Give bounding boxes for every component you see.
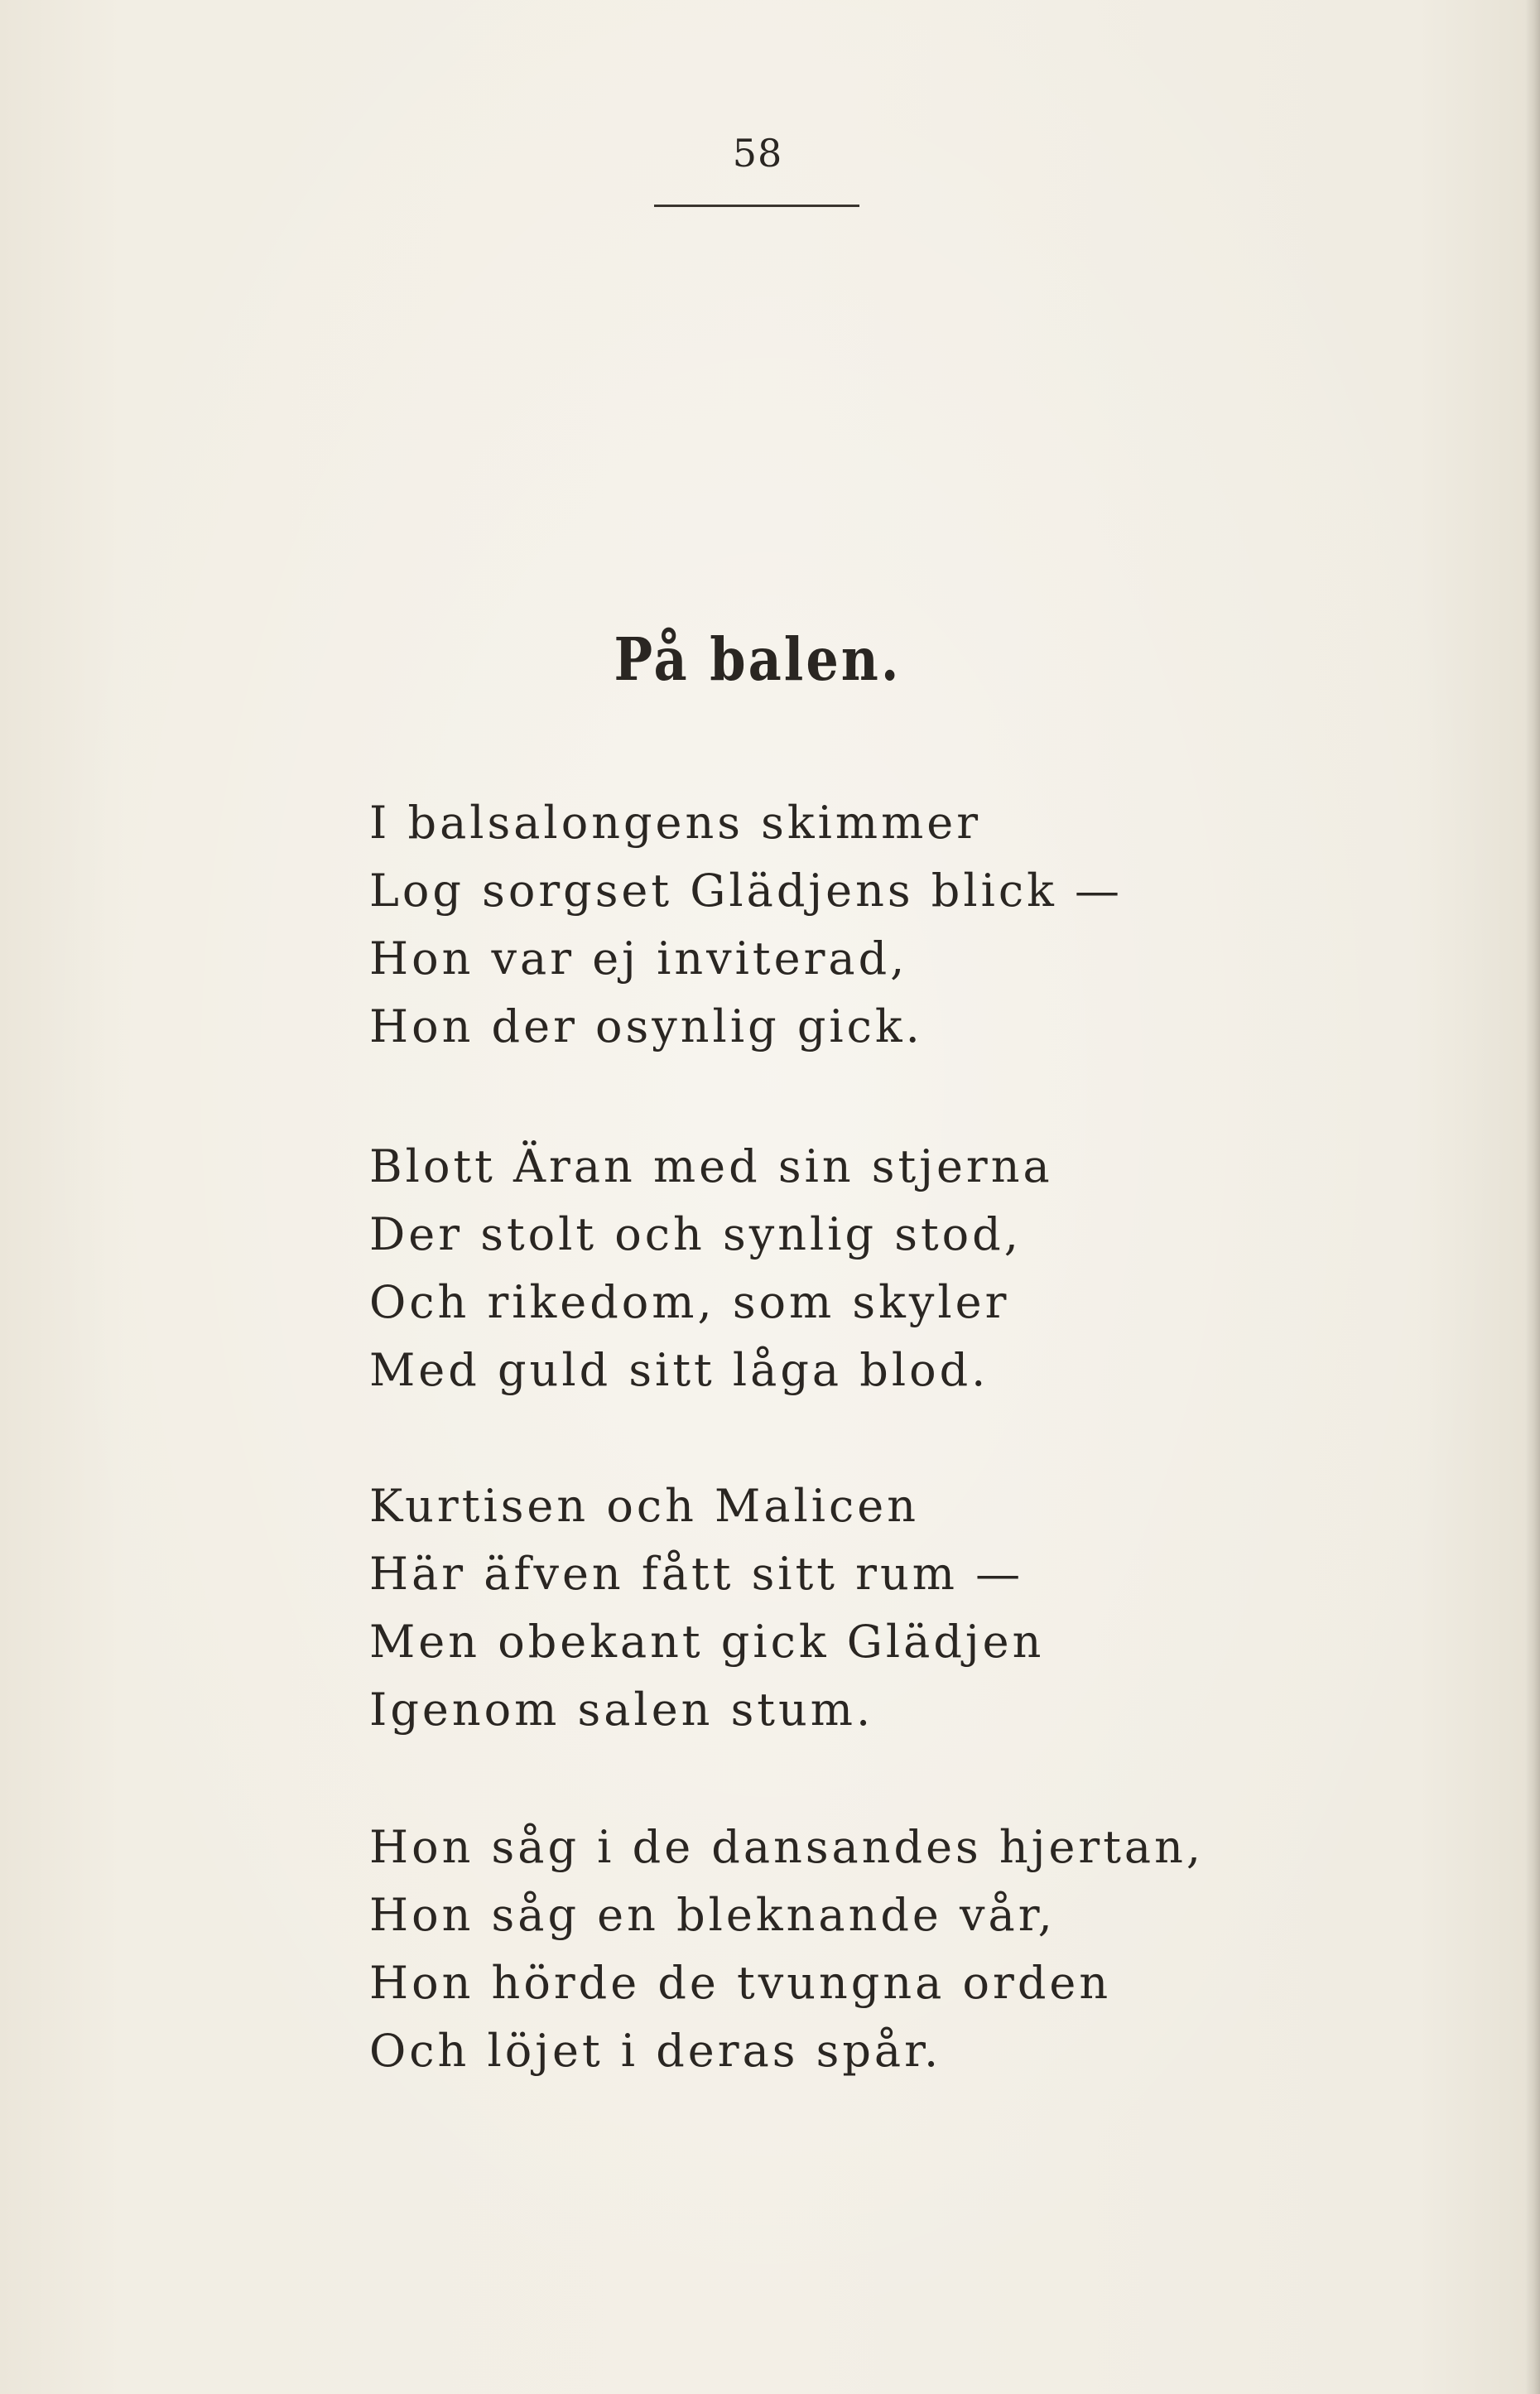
verse-line: Men obekant gick Glädjen xyxy=(369,1616,1045,1668)
stanza xyxy=(369,1133,1446,1404)
verse-line: Kurtisen och Malicen xyxy=(369,1480,920,1532)
verse-line: Och rikedom, som skyler xyxy=(369,1276,1010,1328)
verse-line: Igenom salen stum. xyxy=(369,1684,874,1736)
verse-line: Log sorgset Glädjens blick — xyxy=(369,865,1124,917)
stanza xyxy=(369,1472,1446,1744)
verse-line: I balsalongens skimmer xyxy=(369,797,982,849)
verse-line: Hon der osynlig gick. xyxy=(369,1000,923,1052)
header-rule xyxy=(654,205,859,207)
verse-line: Hon såg i de dansandes hjertan, xyxy=(369,1821,1205,1873)
verse-line: Här äfven fått sitt rum — xyxy=(369,1548,1024,1600)
verse-line: Med guld sitt låga blod. xyxy=(369,1344,989,1396)
page-edge-shadow xyxy=(1525,0,1540,2394)
poem-title: På balen. xyxy=(614,624,902,695)
verse-line: Der stolt och synlig stod, xyxy=(369,1208,1022,1260)
stanza xyxy=(369,789,1446,1061)
verse-line: Och löjet i deras spår. xyxy=(369,2025,942,2077)
verse-line: Blott Äran med sin stjerna xyxy=(369,1140,1053,1192)
verse-line: Hon var ej inviterad, xyxy=(369,932,908,985)
verse-line: Hon hörde de tvungna orden xyxy=(369,1957,1112,2009)
page-number: 58 xyxy=(732,131,783,176)
stanza xyxy=(369,1814,1446,2085)
verse-line: Hon såg en bleknande vår, xyxy=(369,1889,1056,1941)
